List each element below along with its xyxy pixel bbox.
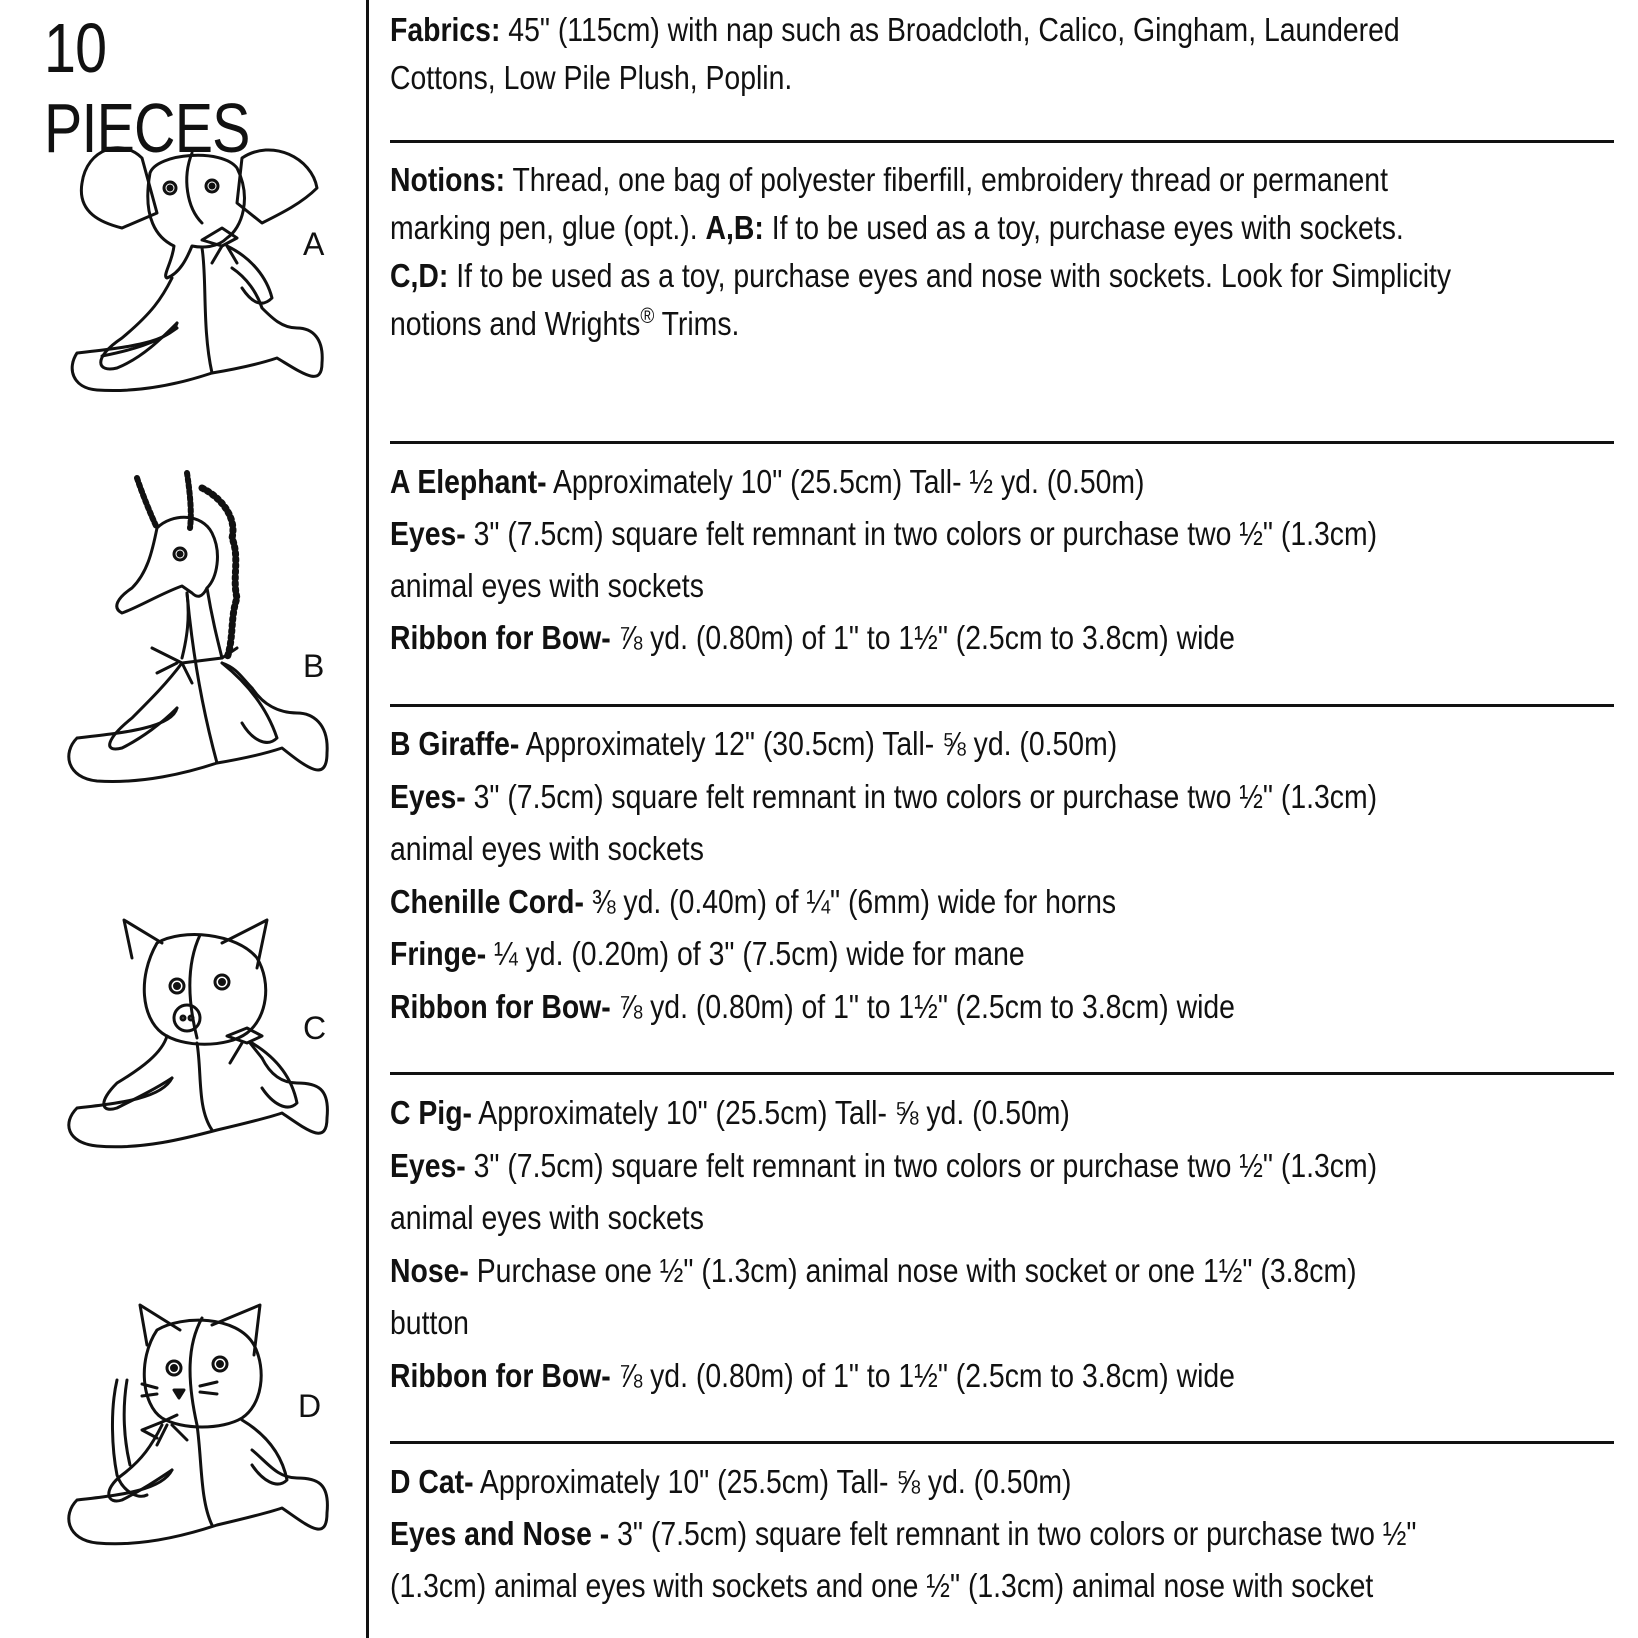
giraffe-ribbon-label: Ribbon for Bow- xyxy=(390,987,611,1025)
column-divider xyxy=(366,0,369,1638)
divider-elephant-giraffe xyxy=(390,704,1614,707)
notions-text-1: Thread, one bag of polyester fiberfill, embroidery thread or permanent xyxy=(505,161,1388,198)
notions-text-3: If to be used as a toy, purchase eyes and nose with sockets. Look for Simplicity xyxy=(448,257,1452,294)
notions-text-2b: If to be used as a toy, purchase eyes with sockets. xyxy=(763,209,1404,246)
notions-text-2a: marking pen, glue (opt.). xyxy=(390,209,706,246)
elephant-eyes-label: Eyes- xyxy=(390,515,466,552)
fabrics-text-1: 45" (115cm) with nap such as Broadcloth, Calico, Gingham, Laundered xyxy=(500,11,1400,48)
pig-ribbon-text: ⅞ yd. (0.80m) of 1" to 1½" (2.5cm to 3.8cm) wide xyxy=(610,1356,1235,1394)
illustration-column xyxy=(0,0,366,1638)
elephant-eyes-text-1: 3" (7.5cm) square felt remnant in two colors or purchase two ½" (1.3cm) xyxy=(465,515,1378,552)
elephant-section xyxy=(390,456,1612,664)
divider-fabrics-notions xyxy=(390,140,1614,143)
figure-letter-c: C xyxy=(303,1010,327,1046)
giraffe-chenille-text: ⅜ yd. (0.40m) of ¼" (6mm) wide for horns xyxy=(583,882,1117,920)
pig-nose-text-1: Purchase one ½" (1.3cm) animal nose with socket or one 1½" (3.8cm) xyxy=(468,1251,1357,1289)
notions-section xyxy=(390,156,1612,348)
notions-text-4a: notions and Wrights xyxy=(390,305,641,342)
cat-eyes-nose-text-1: 3" (7.5cm) square felt remnant in two colors or purchase two ½" xyxy=(609,1515,1417,1552)
giraffe-fringe-text: ¼ yd. (0.20m) of 3" (7.5cm) wide for mane xyxy=(486,935,1025,972)
giraffe-eyes-text-2: animal eyes with sockets xyxy=(390,830,704,867)
notions-ab-label: A,B: xyxy=(705,209,764,246)
giraffe-chenille-label: Chenille Cord- xyxy=(390,882,584,920)
giraffe-title-text: Approximately 12" (30.5cm) Tall- ⅝ yd. (0.50m) xyxy=(519,725,1118,762)
elephant-eyes-text-2: animal eyes with sockets xyxy=(390,567,704,604)
figure-letter-b: B xyxy=(303,648,325,684)
registered-mark: ® xyxy=(640,303,655,328)
cat-title: D Cat- xyxy=(390,1463,474,1500)
fabrics-section xyxy=(390,6,1612,102)
divider-pig-cat xyxy=(390,1441,1614,1444)
notions-label: Notions: xyxy=(390,161,506,198)
divider-notions-elephant xyxy=(390,441,1614,444)
cat-eyes-nose-text-2: (1.3cm) animal eyes with sockets and one ½" (1.3cm) animal nose with socket xyxy=(390,1567,1374,1604)
pig-title: C Pig- xyxy=(390,1094,472,1131)
notions-cd-label: C,D: xyxy=(390,257,449,294)
pig-section xyxy=(390,1087,1612,1402)
pig-nose-label: Nose- xyxy=(390,1251,469,1289)
pieces-count: 10 PIECES xyxy=(44,9,250,167)
cat-illustration xyxy=(62,1300,352,1600)
elephant-illustration xyxy=(62,128,352,418)
elephant-title: A Elephant- xyxy=(390,463,547,500)
giraffe-ribbon-text: ⅞ yd. (0.80m) of 1" to 1½" (2.5cm to 3.8cm) wide xyxy=(610,987,1235,1025)
figure-letter-d: D xyxy=(298,1388,322,1424)
notions-text-4b: Trims. xyxy=(654,305,740,342)
cat-eyes-nose-label: Eyes and Nose - xyxy=(390,1515,610,1552)
cat-title-text: Approximately 10" (25.5cm) Tall- ⅝ yd. (0.50m) xyxy=(473,1463,1072,1500)
elephant-ribbon-label: Ribbon for Bow- xyxy=(390,619,611,656)
pig-eyes-label: Eyes- xyxy=(390,1146,466,1184)
giraffe-fringe-label: Fringe- xyxy=(390,935,487,972)
pig-title-text: Approximately 10" (25.5cm) Tall- ⅝ yd. (0.50m) xyxy=(471,1094,1070,1131)
pig-ribbon-label: Ribbon for Bow- xyxy=(390,1356,611,1394)
cat-section xyxy=(390,1456,1612,1612)
pig-eyes-text-1: 3" (7.5cm) square felt remnant in two colors or purchase two ½" (1.3cm) xyxy=(465,1146,1378,1184)
fabrics-label: Fabrics: xyxy=(390,11,501,48)
pig-nose-text-2: button xyxy=(390,1304,469,1341)
figure-letter-a: A xyxy=(303,226,325,262)
pig-eyes-text-2: animal eyes with sockets xyxy=(390,1199,704,1236)
fabrics-text-2: Cottons, Low Pile Plush, Poplin. xyxy=(390,59,793,96)
elephant-ribbon-text: ⅞ yd. (0.80m) of 1" to 1½" (2.5cm to 3.8cm) wide xyxy=(610,619,1235,656)
giraffe-title: B Giraffe- xyxy=(390,725,520,762)
giraffe-section xyxy=(390,718,1612,1033)
divider-giraffe-pig xyxy=(390,1072,1614,1075)
pig-illustration xyxy=(62,918,352,1228)
giraffe-eyes-text-1: 3" (7.5cm) square felt remnant in two colors or purchase two ½" (1.3cm) xyxy=(465,777,1378,815)
giraffe-eyes-label: Eyes- xyxy=(390,777,466,815)
elephant-title-text: Approximately 10" (25.5cm) Tall- ½ yd. (0.50m) xyxy=(546,463,1145,500)
